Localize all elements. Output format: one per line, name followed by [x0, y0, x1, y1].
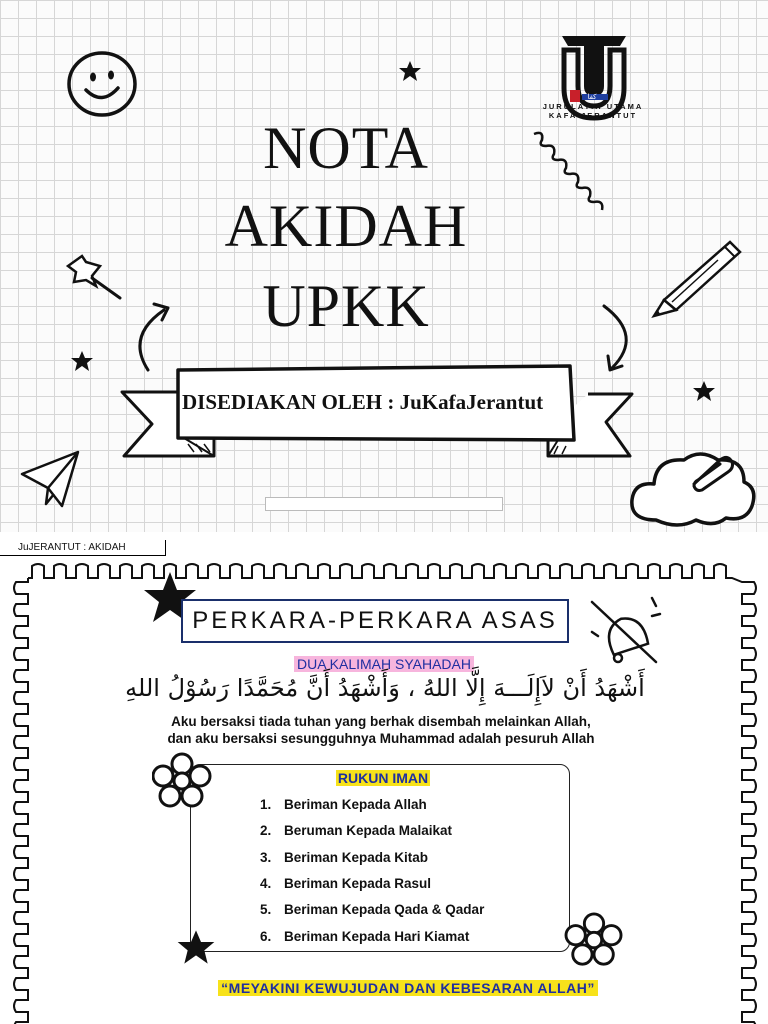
- svg-text:کفا: کفا: [587, 93, 597, 101]
- list-item-text: Beriman Kepada Rasul: [284, 876, 432, 891]
- page-header-tab: JuJERANTUT : AKIDAH: [0, 540, 166, 556]
- logo-caption-line-1: JURULATIH UTAMA: [542, 102, 644, 111]
- list-item-text: Beriman Kepada Hari Kiamat: [284, 929, 470, 944]
- cover-title-line-1: NOTA: [263, 115, 429, 181]
- list-item-text: Beriman Kepada Kitab: [284, 850, 429, 865]
- star-icon: [176, 928, 216, 966]
- closing-statement-text: “MEYAKINI KEWUJUDAN DAN KEBESARAN ALLAH”: [218, 980, 598, 996]
- bell-icon: [586, 592, 666, 666]
- section-title: PERKARA-PERKARA ASAS: [181, 599, 569, 643]
- list-item: [260, 797, 427, 812]
- list-item-text: Beriman Kepada Allah: [284, 797, 427, 812]
- flower-icon: [152, 752, 212, 810]
- list-item: [260, 876, 431, 891]
- closing-statement: [0, 980, 768, 998]
- star-icon: [398, 60, 422, 82]
- flower-icon: [564, 912, 624, 968]
- list-item: [260, 850, 428, 865]
- syahadah-meaning-line-1: Aku bersaksi tiada tuhan yang berhak disembah melainkan Allah,: [171, 714, 591, 729]
- list-item-number: 3.: [260, 850, 272, 865]
- cover-title-line-2: AKIDAH: [224, 193, 468, 259]
- list-item-number: 4.: [260, 876, 272, 891]
- syahadah-label-text: DUA KALIMAH SYAHADAH: [294, 656, 474, 672]
- list-item-number: 2.: [260, 823, 272, 838]
- list-item: [260, 929, 469, 944]
- list-item-text: Beriman Kepada Qada & Qadar: [284, 902, 485, 917]
- paper-plane-icon: [18, 448, 84, 512]
- prepared-by-label: DISEDIAKAN OLEH : JuKafaJerantut: [182, 390, 544, 414]
- list-item: [260, 902, 484, 917]
- list-item-number: 6.: [260, 929, 272, 944]
- paperclip-icon: [684, 452, 734, 492]
- list-item-text: Beruman Kepada Malaikat: [284, 823, 453, 838]
- cover-blank-box: [265, 497, 503, 511]
- list-item: [260, 823, 452, 838]
- star-icon: [70, 350, 94, 372]
- rukun-iman-title-text: RUKUN IMAN: [337, 770, 429, 786]
- logo-caption-line-2: KAFA JERANTUT: [548, 111, 638, 120]
- syahadah-arabic: أَشْهَدُ أَنْ لاَإِلَـــهَ إِلَّا اللهُ ، وَأَشْهَدُ أَنَّ مُحَمَّدًا رَسُوْلُ اللهِ: [125, 674, 645, 702]
- rukun-iman-title: [0, 770, 766, 788]
- syahadah-label: [0, 656, 768, 674]
- star-icon: [692, 380, 716, 402]
- cover-title-line-3: UPKK: [262, 273, 430, 339]
- smiley-icon: [64, 48, 140, 120]
- syahadah-meaning-line-2: dan aku bersaksi sesungguhnya Muhammad adalah pesuruh Allah: [167, 731, 595, 746]
- list-item-number: 1.: [260, 797, 272, 812]
- list-item-number: 5.: [260, 902, 272, 917]
